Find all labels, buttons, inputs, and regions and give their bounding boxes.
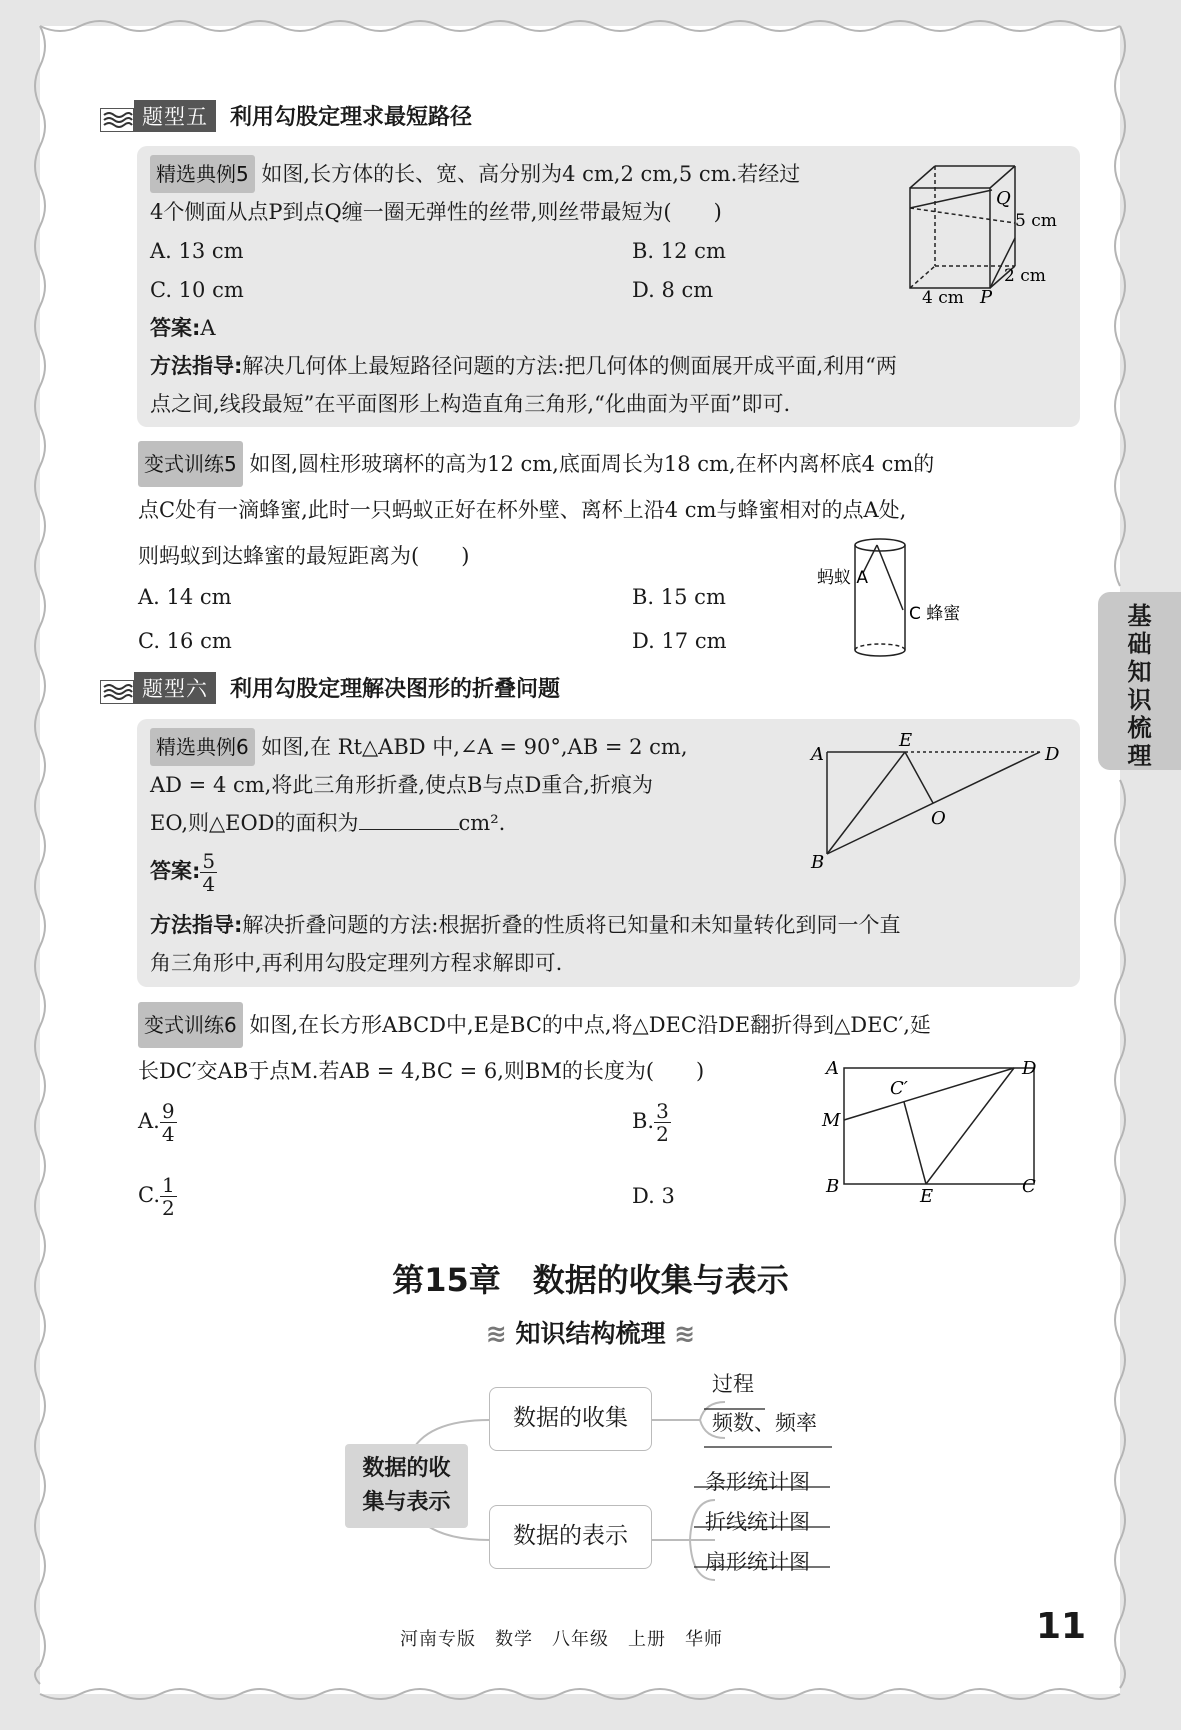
mindmap-root-line1: 数据的收 <box>362 1456 451 1481</box>
wave-icon: ≋ <box>665 1319 696 1348</box>
fraction-numerator: 1 <box>162 1173 175 1197</box>
example5-answer <box>150 309 216 347</box>
side-tab-char: 基 <box>1127 602 1152 630</box>
variant5-option-d: D. 17 cm <box>632 629 727 653</box>
cylinder-ant-label: 蚂蚁 A <box>817 568 869 588</box>
example5-line2: 4个侧面从点P到点Q缠一圈无弹性的丝带,则丝带最短为( ) <box>150 200 722 224</box>
variant6-option-b <box>632 1100 671 1145</box>
variant6-option-a <box>138 1100 177 1145</box>
example6-line1: 如图,在 Rt△ABD 中,∠A = 90°,AB = 2 cm, <box>261 735 688 759</box>
mindmap-represent: 数据的表示 <box>489 1505 652 1569</box>
tri-label-d: D <box>1045 744 1060 765</box>
example6-line3a: EO,则△EOD的面积为 <box>150 811 359 835</box>
fraction-numerator: 5 <box>202 849 216 873</box>
rectangle-figure <box>818 1050 1048 1210</box>
tri-label-b: B <box>811 852 825 873</box>
side-tab <box>1098 592 1181 770</box>
footer-text: 河南专版 数学 八年级 上册 华师 <box>400 1629 723 1650</box>
section6-tag: 题型六 <box>134 672 216 704</box>
tri-label-o: O <box>931 808 946 829</box>
variant6-line1: 如图,在长方形ABCD中,E是BC的中点,将△DEC沿DE翻折得到△DEC′,延 <box>249 1013 931 1037</box>
fraction-denominator: 2 <box>656 1122 669 1146</box>
example5-tag: 精选典例5 <box>150 155 255 193</box>
variant5-line3: 则蚂蚁到达蜂蜜的最短距离为( ) <box>138 544 470 568</box>
chapter-subtitle-row <box>0 1314 1181 1350</box>
section6-title: 利用勾股定理解决图形的折叠问题 <box>230 677 561 702</box>
variant6-option-c <box>138 1174 177 1219</box>
page-number: 11 <box>1036 1606 1087 1647</box>
wave-icon: ≋ <box>485 1319 516 1348</box>
example6-line3b: cm². <box>458 811 506 835</box>
side-tab-char: 础 <box>1127 630 1152 658</box>
variant5-option-a: A. 14 cm <box>138 585 232 609</box>
section6-header <box>100 672 560 704</box>
fraction-denominator: 2 <box>162 1196 175 1220</box>
example5-option-a: A. 13 cm <box>150 239 244 263</box>
method-label: 方法指导: <box>150 354 243 378</box>
rect-label-m: M <box>822 1110 841 1131</box>
fraction-denominator: 4 <box>202 872 216 896</box>
side-tab-char: 梳 <box>1127 714 1152 742</box>
cylinder-figure <box>815 535 1015 665</box>
fraction-numerator: 9 <box>161 1099 175 1123</box>
method-line2: 角三角形中,再利用勾股定理列方程求解即可. <box>150 951 563 975</box>
answer-fraction <box>200 850 217 895</box>
side-tab-char: 识 <box>1127 686 1152 714</box>
mindmap-root <box>345 1444 468 1528</box>
section5-title: 利用勾股定理求最短路径 <box>230 105 473 130</box>
option-fraction <box>160 1174 177 1219</box>
variant5-option-b: B. 15 cm <box>632 585 726 609</box>
cuboid-label-p: P <box>980 287 993 308</box>
example5-question <box>150 155 880 231</box>
cuboid-label-q: Q <box>996 188 1011 209</box>
rect-label-c1: C′ <box>890 1078 908 1099</box>
cuboid-height: 5 cm <box>1015 211 1057 231</box>
mindmap-root-line2: 集与表示 <box>362 1490 451 1515</box>
tri-label-e: E <box>899 730 913 751</box>
rect-label-b: B <box>826 1176 840 1197</box>
example6-question <box>150 728 790 842</box>
method-line1: 解决折叠问题的方法:根据折叠的性质将已知量和未知量转化到同一个直 <box>242 913 901 937</box>
mindmap-represent-item-1: 条形统计图 <box>705 1470 810 1494</box>
example6-answer <box>150 850 217 895</box>
section5-header <box>100 100 472 132</box>
triangle-figure <box>805 728 1075 873</box>
method-line1: 解决几何体上最短路径问题的方法:把几何体的侧面展开成平面,利用“两 <box>242 354 897 378</box>
variant6-line2: 长DC′交AB于点M.若AB = 4,BC = 6,则BM的长度为( ) <box>138 1059 705 1083</box>
variant5-tag: 变式训练5 <box>138 441 243 487</box>
answer-label: 答案: <box>150 859 201 883</box>
mindmap-collect-item-1: 过程 <box>712 1372 754 1396</box>
option-label: B. <box>632 1109 655 1133</box>
cylinder-honey-label: C 蜂蜜 <box>909 604 961 624</box>
fraction-numerator: 3 <box>656 1099 669 1123</box>
option-fraction <box>160 1100 177 1145</box>
method-line2: 点之间,线段最短”在平面图形上构造直角三角形,“化曲面为平面”即可. <box>150 392 791 416</box>
tri-label-a: A <box>811 744 824 765</box>
rect-label-a: A <box>826 1058 839 1079</box>
option-fraction <box>654 1100 671 1145</box>
variant6-option-d: D. 3 <box>632 1184 675 1208</box>
wave-lines-icon <box>100 108 134 132</box>
variant6-tag: 变式训练6 <box>138 1002 243 1048</box>
example5-option-d: D. 8 cm <box>632 278 714 302</box>
example5-line1: 如图,长方体的长、宽、高分别为4 cm,2 cm,5 cm.若经过 <box>261 162 801 186</box>
example6-method <box>150 906 1070 982</box>
mindmap-represent-item-2: 折线统计图 <box>705 1510 810 1534</box>
example6-line2: AD = 4 cm,将此三角形折叠,使点B与点D重合,折痕为 <box>150 773 653 797</box>
side-tab-char: 理 <box>1127 742 1152 770</box>
wave-lines-icon <box>100 680 134 704</box>
rect-label-d: D <box>1022 1058 1037 1079</box>
method-label: 方法指导: <box>150 913 243 937</box>
option-label: C. <box>138 1183 160 1207</box>
answer-label: 答案: <box>150 316 201 340</box>
fraction-denominator: 4 <box>161 1122 175 1146</box>
option-label: A. <box>138 1109 160 1133</box>
mindmap-collect: 数据的收集 <box>489 1387 652 1451</box>
answer-blank <box>359 809 459 830</box>
answer-value: A <box>200 316 216 340</box>
example5-method <box>150 347 1070 423</box>
example5-option-b: B. 12 cm <box>632 239 726 263</box>
cuboid-figure <box>900 158 1080 308</box>
chapter-subtitle: 知识结构梳理 <box>515 1319 666 1348</box>
mindmap-represent-item-3: 扇形统计图 <box>705 1550 810 1574</box>
cuboid-length: 4 cm <box>922 288 964 308</box>
example5-option-c: C. 10 cm <box>150 278 244 302</box>
variant5-line2: 点C处有一滴蜂蜜,此时一只蚂蚁正好在杯外壁、离杯上沿4 cm与蜂蜜相对的点A处, <box>138 498 907 522</box>
chapter-title: 第15章 数据的收集与表示 <box>392 1261 789 1299</box>
variant5-line1: 如图,圆柱形玻璃杯的高为12 cm,底面周长为18 cm,在杯内离杯底4 cm的 <box>249 452 935 476</box>
rect-label-c: C <box>1022 1176 1036 1197</box>
variant5-option-c: C. 16 cm <box>138 629 232 653</box>
section5-tag: 题型五 <box>134 100 216 132</box>
rect-label-e: E <box>920 1186 934 1207</box>
cuboid-width: 2 cm <box>1004 266 1046 286</box>
side-tab-char: 知 <box>1127 658 1152 686</box>
mindmap-collect-item-2: 频数、频率 <box>712 1411 817 1435</box>
example6-tag: 精选典例6 <box>150 728 255 766</box>
